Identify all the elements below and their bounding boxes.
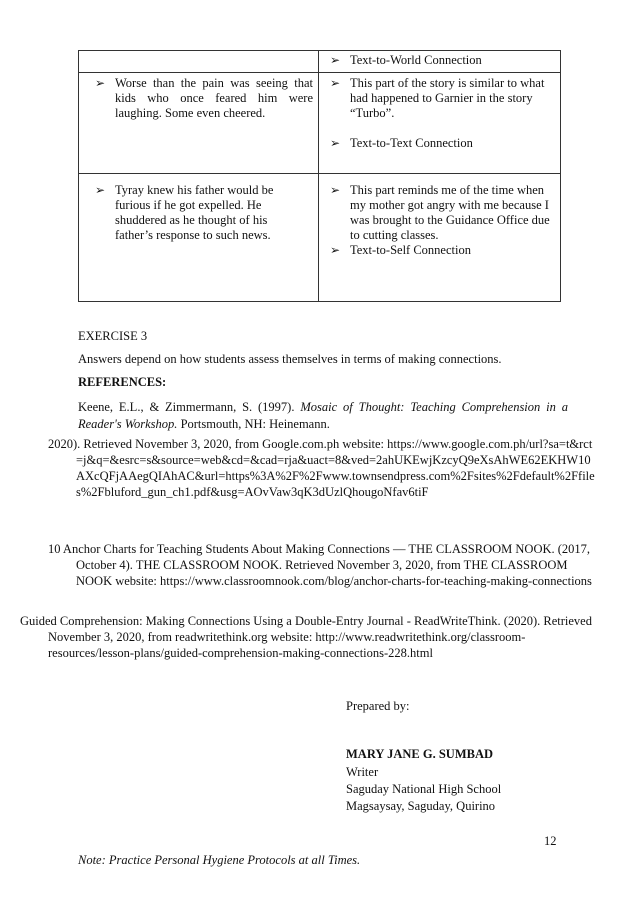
page-number: 12 <box>544 834 557 848</box>
footer-note: Note: Practice Personal Hygiene Protocols at all Times. <box>78 853 361 867</box>
author-school: Saguday National High School <box>346 782 502 796</box>
arrow-bullet-icon: ➢ <box>95 183 106 197</box>
reference-keene: Keene, E.L., & Zimmermann, S. (1997). Mosaic of Thought: Teaching Comprehension in a Reader's Workshop. Portsmouth, NH: Heinemann. <box>78 400 569 431</box>
table-cell-row2-right: ➢ This part reminds me of the time when my mother got angry with me because I was brought to the Guidance Office due to cutting classes. ➢ Text-to-Self Connection <box>330 183 550 257</box>
references-heading: REFERENCES: <box>78 375 167 389</box>
table-cell-row1-left: ➢ Worse than the pain was seeing that kids who once feared him were laughing. Some even cheered. <box>95 76 313 120</box>
arrow-bullet-icon: ➢ <box>330 183 341 197</box>
author-location: Magsaysay, Saguday, Quirino <box>346 799 496 813</box>
reference-google: 2020). Retrieved November 3, 2020, from Google.com.ph website: https://www.google.com.ph/url?sa=t&rct=j&q=&esrc=s&source=web&cd=&cad=rja&uact=8&ved=2ahUKEwjKzcyQ9eXsAhWE62EKHW10AXcQFjAAegQIAhAC&url=https%3A%2F%2Fwww.townsendpress.com%2Fsites%2Fdefault%2Ffiles%2Fbluford_gun_ch1.pdf&usg=AOvVaw3qK3dUzlQhougoNfav6tiF <box>48 437 595 499</box>
table-cell-row1-right: ➢ This part of the story is similar to what had happened to Garnier in the story “Turbo”. ➢ Text-to-Text Connection <box>330 76 545 150</box>
arrow-bullet-icon: ➢ <box>330 136 341 150</box>
table-cell-row2-left: ➢ Tyray knew his father would be furious if he got expelled. He shuddered as he thought of his father’s response to such news. <box>95 183 274 242</box>
table-row-divider <box>78 173 561 174</box>
exercise-title: EXERCISE 3 <box>78 329 148 343</box>
arrow-bullet-icon: ➢ <box>95 76 106 90</box>
table-cell-row0-right: ➢ Text-to-World Connection <box>330 53 482 67</box>
arrow-bullet-icon: ➢ <box>330 53 341 67</box>
exercise-text: Answers depend on how students assess themselves in terms of making connections. <box>78 352 502 366</box>
reference-classroom-nook: 10 Anchor Charts for Teaching Students About Making Connections — THE CLASSROOM NOOK. (2017, October 4). THE CLASSROOM NOOK. Retrieved November 3, 2020, from THE CLASSROOM NOOK website: https://www.classroomnook.com/blog/anchor-charts-for-teaching-making-connections <box>48 542 592 588</box>
table-column-divider <box>318 50 319 302</box>
arrow-bullet-icon: ➢ <box>330 76 341 90</box>
prepared-by-label: Prepared by: <box>346 699 410 713</box>
table-row-divider <box>78 72 561 73</box>
reference-readwritethink: Guided Comprehension: Making Connections Using a Double-Entry Journal - ReadWriteThink. (2020). Retrieved November 3, 2020, from readwritethink.org website: http://www.readwritethink.org/classroom-resources/lesson-plans/guided-comprehension-making-connections-228.html <box>20 614 592 660</box>
author-role: Writer <box>346 765 379 779</box>
arrow-bullet-icon: ➢ <box>330 243 341 257</box>
author-name: MARY JANE G. SUMBAD <box>346 747 494 761</box>
